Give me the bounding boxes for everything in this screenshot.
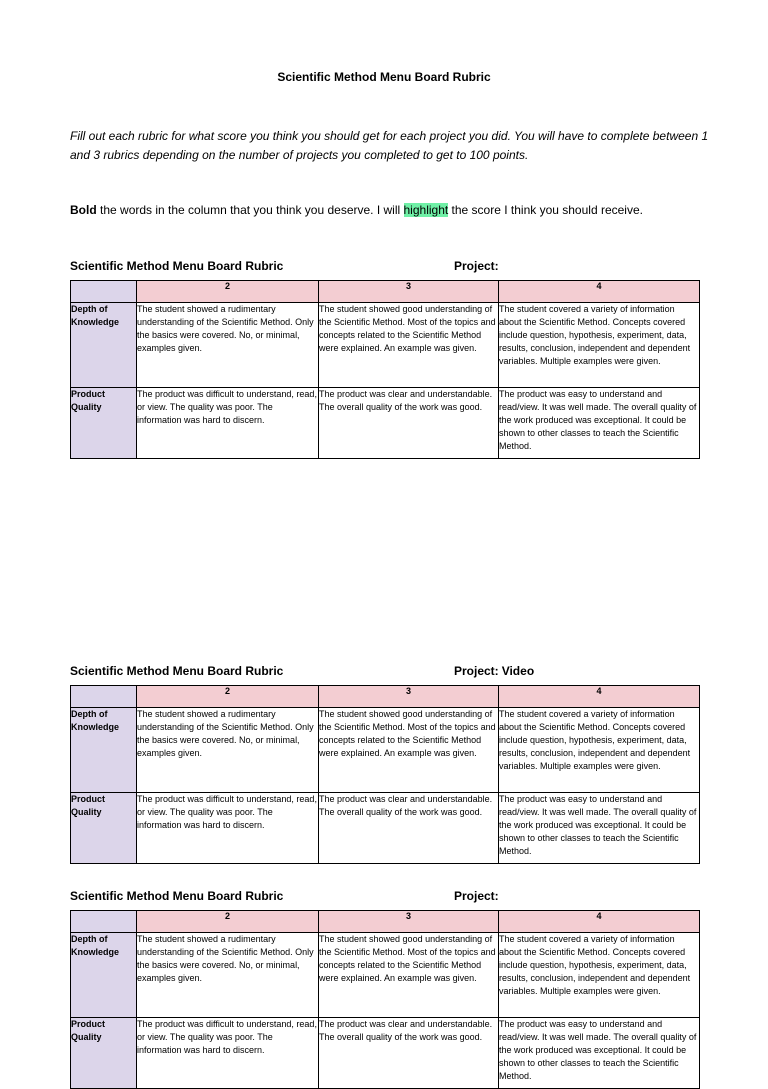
rubric-title: Scientific Method Menu Board Rubric — [70, 889, 284, 903]
rubric-table — [70, 685, 700, 864]
criterion-depth-of-knowledge: Depth of Knowledge — [71, 708, 137, 793]
criterion-product-quality: Product Quality — [71, 793, 137, 864]
score-header-4: 4 — [499, 911, 700, 933]
instructions-text: Fill out each rubric for what score you think you should get for each project you did. You will have to complete between 1 and 3 rubrics depending on the number of projects you completed to get to 100 points. — [70, 129, 709, 162]
table-row — [71, 1018, 700, 1089]
rubric-header — [70, 889, 699, 907]
criterion-depth-of-knowledge: Depth of Knowledge — [71, 303, 137, 388]
score-header-2: 2 — [137, 281, 319, 303]
score-header-2: 2 — [137, 911, 319, 933]
score-header-2: 2 — [137, 686, 319, 708]
rubric-cell: The student covered a variety of information about the Scientific Method. Concepts covered include question, hypothesis, experiment, data, results, conclusion, independent and dependent variables. Multiple examples were given. — [499, 708, 700, 793]
score-header-4: 4 — [499, 281, 700, 303]
rubric-cell: The product was easy to understand and read/view. It was well made. The overall quality of the work produced was exceptional. It could be shown to other classes to teach the Scientific Method. — [499, 1018, 700, 1089]
document-title: Scientific Method Menu Board Rubric — [277, 70, 491, 84]
rubric-2 — [70, 664, 699, 864]
score-header-4: 4 — [499, 686, 700, 708]
rubric-cell: The product was clear and understandable. The overall quality of the work was good. — [319, 793, 499, 864]
rubric-cell: The student showed good understanding of the Scientific Method. Most of the topics and concepts related to the Scientific Method were explained. An example was given. — [319, 708, 499, 793]
project-value: Video — [501, 664, 535, 678]
rubric-cell: The student showed good understanding of the Scientific Method. Most of the topics and concepts related to the Scientific Method were explained. An example was given. — [319, 933, 499, 1018]
bold-instruction-end: the score I think you should receive. — [448, 203, 643, 217]
rubric-cell: The product was easy to understand and read/view. It was well made. The overall quality of the work produced was exceptional. It could be shown to other classes to teach the Scientific Method. — [499, 388, 700, 459]
rubric-cell: The product was easy to understand and read/view. It was well made. The overall quality of the work produced was exceptional. It could be shown to other classes to teach the Scientific Method. — [499, 793, 700, 864]
rubric-cell: The student showed good understanding of the Scientific Method. Most of the topics and concepts related to the Scientific Method were explained. An example was given. — [319, 303, 499, 388]
rubric-3 — [70, 889, 699, 1089]
rubric-cell: The product was difficult to understand, read, or view. The quality was poor. The information was hard to discern. — [137, 1018, 319, 1089]
rubric-project — [454, 889, 502, 903]
rubric-header — [70, 259, 699, 277]
table-row — [71, 708, 700, 793]
corner-cell — [71, 281, 137, 303]
rubric-cell: The student covered a variety of information about the Scientific Method. Concepts covered include question, hypothesis, experiment, data, results, conclusion, independent and dependent variables. Multiple examples were given. — [499, 303, 700, 388]
rubric-cell: The product was clear and understandable. The overall quality of the work was good. — [319, 1018, 499, 1089]
project-label: Project: — [454, 889, 499, 903]
criterion-depth-of-knowledge: Depth of Knowledge — [71, 933, 137, 1018]
rubric-header — [70, 664, 699, 682]
rubric-table — [70, 910, 700, 1089]
corner-cell — [71, 686, 137, 708]
project-label: Project: — [454, 259, 499, 273]
rubric-1 — [70, 259, 699, 459]
bold-word: Bold — [70, 203, 97, 217]
criterion-product-quality: Product Quality — [71, 388, 137, 459]
table-row — [71, 933, 700, 1018]
score-header-3: 3 — [319, 281, 499, 303]
rubric-cell: The student showed a rudimentary understanding of the Scientific Method. Only the basics were covered. No, or minimal, examples given. — [137, 303, 319, 388]
table-row — [71, 793, 700, 864]
table-row — [71, 303, 700, 388]
rubric-title: Scientific Method Menu Board Rubric — [70, 664, 284, 678]
rubric-cell: The student showed a rudimentary understanding of the Scientific Method. Only the basics were covered. No, or minimal, examples given. — [137, 708, 319, 793]
project-label: Project: — [454, 664, 499, 678]
corner-cell — [71, 911, 137, 933]
criterion-product-quality: Product Quality — [71, 1018, 137, 1089]
rubric-cell: The product was difficult to understand, read, or view. The quality was poor. The information was hard to discern. — [137, 793, 319, 864]
rubric-cell: The student showed a rudimentary understanding of the Scientific Method. Only the basics were covered. No, or minimal, examples given. — [137, 933, 319, 1018]
rubric-table — [70, 280, 700, 459]
bold-instruction-middle: the words in the column that you think you deserve. I will — [96, 203, 404, 217]
rubric-cell: The product was difficult to understand, read, or view. The quality was poor. The information was hard to discern. — [137, 388, 319, 459]
highlight-word: highlight — [403, 203, 449, 217]
score-header-3: 3 — [319, 911, 499, 933]
table-row — [71, 388, 700, 459]
rubric-cell: The product was clear and understandable. The overall quality of the work was good. — [319, 388, 499, 459]
bold-instruction — [70, 202, 710, 219]
rubric-title: Scientific Method Menu Board Rubric — [70, 259, 284, 273]
score-header-3: 3 — [319, 686, 499, 708]
rubric-cell: The student covered a variety of information about the Scientific Method. Concepts covered include question, hypothesis, experiment, data, results, conclusion, independent and dependent variables. Multiple examples were given. — [499, 933, 700, 1018]
rubric-project — [454, 664, 534, 678]
rubric-project — [454, 259, 502, 273]
